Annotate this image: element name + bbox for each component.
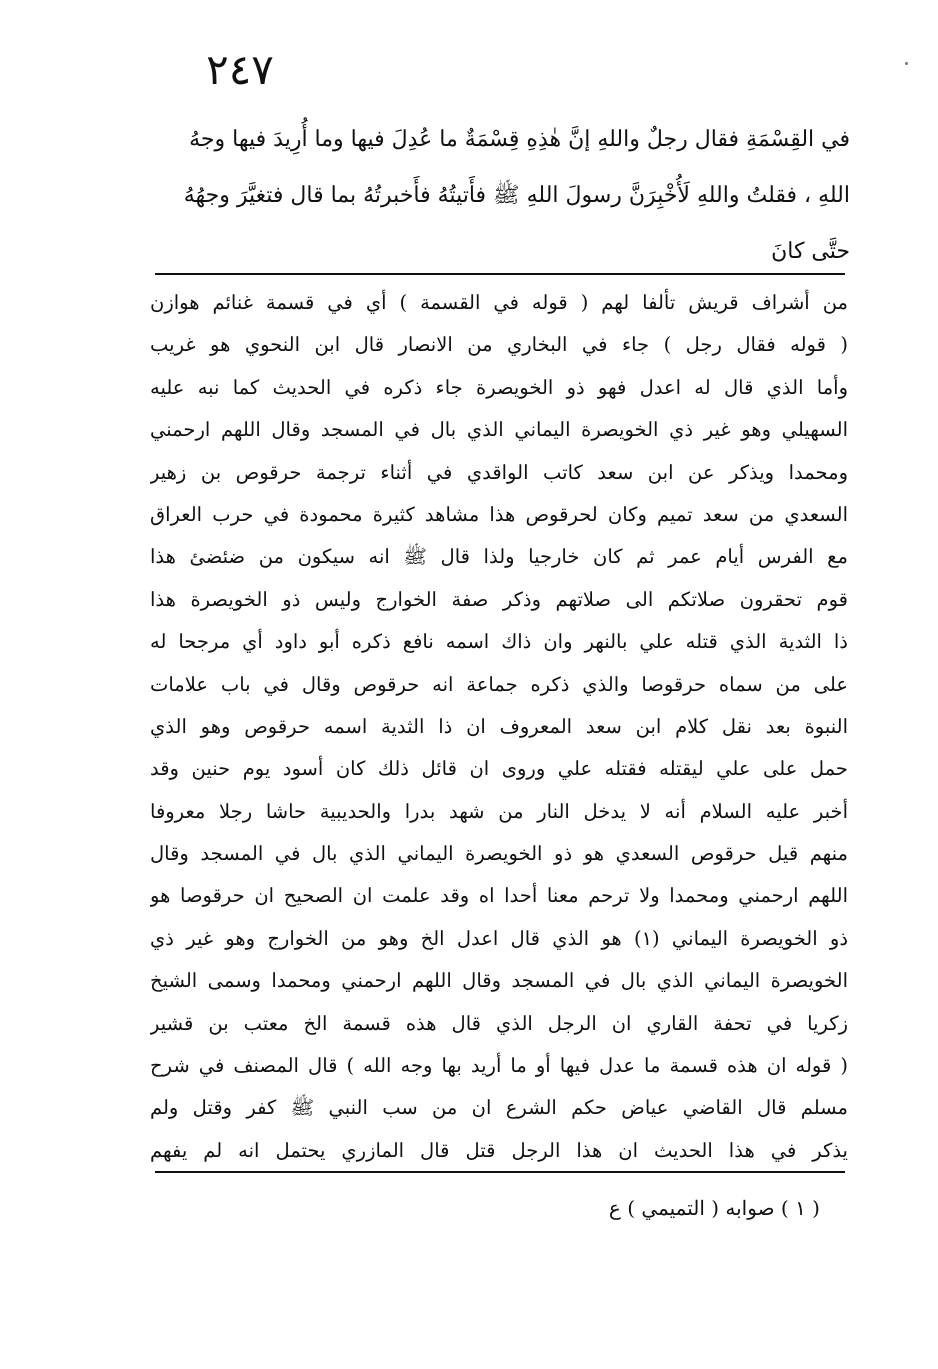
commentary-line: ذو الخويصرة اليماني (١) هو الذي قال اعدل الخ وهو من الخوارج وهو غير ذي xyxy=(150,926,848,950)
separator-rule-bottom xyxy=(155,1171,845,1173)
commentary-line: ( قوله فقال رجل ) جاء في البخاري من الانصار قال ابن النحوي هو غريب xyxy=(150,333,848,357)
commentary-line: قوم تحقرون صلاتكم الى صلاتهم وذكر صفة الخوارج وليس ذو الخويصرة هذا xyxy=(150,587,848,611)
commentary-line: اللهم ارحمني ومحمدا ولا ترحم معنا أحدا اه وقد علمت ان الصحيح ان حرقوصا هو xyxy=(150,884,848,908)
commentary-line: زكريا في تحفة القاري ان الرجل الذي قال هذه قسمة الخ معتب بن قشير xyxy=(150,1011,848,1035)
commentary-text xyxy=(150,282,848,1172)
commentary-line: الخويصرة اليماني الذي بال في المسجد وقال اللهم ارحمني ومحمدا وسمى الشيخ xyxy=(150,969,848,993)
commentary-line: حمل على علي ليقتله فقتله علي وروى ان قائل ذلك كان أسود يوم حنين وقد xyxy=(150,757,848,781)
commentary-line: مسلم قال القاضي عياض حكم الشرع ان من سب النبي ﷺ كفر وقتل ولم xyxy=(150,1096,848,1120)
commentary-line: وأما الذي قال له اعدل فهو ذو الخويصرة جاء ذكره في الحديث كما نبه عليه xyxy=(150,375,848,399)
commentary-line: يذكر في هذا الحديث ان هذا الرجل قتل قال المازري يحتمل انه لم يفهم xyxy=(150,1138,848,1162)
commentary-line: على من سماه حرقوصا والذي ذكره جماعة انه حرقوص وقال في باب علامات xyxy=(150,672,848,696)
commentary-line: السعدي من سعد تميم وكان لحرقوص هذا مشاهد كثيرة محمودة في حرب العراق xyxy=(150,502,848,526)
hadith-line: في القِسْمَةِ فقال رجلٌ واللهِ إنَّ هٰذِهِ قِسْمَةٌ ما عُدِلَ فيها وما أُرِيدَ فيها وجهُ xyxy=(189,127,850,152)
footnote: ( ١ ) صوابه ( التميمي ) ع xyxy=(608,1196,820,1220)
commentary-line: منهم قيل حرقوص السعدي هو ذو الخويصرة اليماني الذي بال في المسجد وقال xyxy=(150,842,848,866)
commentary-line: مع الفرس أيام عمر ثم كان خارجيا ولذا قال ﷺ انه سيكون من ضئضئ هذا xyxy=(150,545,848,569)
commentary-line: النبوة بعد نقل كلام ابن سعد المعروف ان ذا الثدية اسمه حرقوص وهو الذي xyxy=(150,714,848,738)
commentary-line: ذا الثدية الذي قتله علي بالنهر وان ذاك اسمه نافع ذكره أبو داود أي مرجحا له xyxy=(150,630,848,654)
hadith-line: اللهِ ، فقلتُ واللهِ لَأُخْبِرَنَّ رسولَ اللهِ ﷺ فأَتيتُهُ فأَخبرتُهُ بما قال فتغيَّرَ وجهُهُ xyxy=(183,183,850,208)
hadith-line: حتَّى كانَ xyxy=(771,239,850,264)
hadith-text xyxy=(150,112,850,280)
commentary-line: من أشراف قريش تألفا لهم ( قوله في القسمة ) أي في قسمة غنائم هوازن xyxy=(150,291,848,314)
commentary-line: السهيلي وهو غير ذي الخويصرة اليماني الذي بال في المسجد وقال اللهم ارحمني xyxy=(150,418,848,442)
commentary-line: ومحمدا ويذكر عن ابن سعد كاتب الواقدي في أثناء ترجمة حرقوص بن زهير xyxy=(150,460,848,484)
separator-rule-top xyxy=(155,273,845,275)
commentary-line: أخبر عليه السلام أنه لا يدخل النار من شهد بدرا والحديبية حاشا رجلا معروفا xyxy=(150,799,848,823)
page-number: ٢٤٧ xyxy=(206,45,274,94)
commentary-line: ( قوله ان هذه قسمة ما عدل فيها أو ما أريد بها وجه الله ) قال المصنف في شرح xyxy=(150,1054,848,1078)
page-speck xyxy=(905,62,908,65)
